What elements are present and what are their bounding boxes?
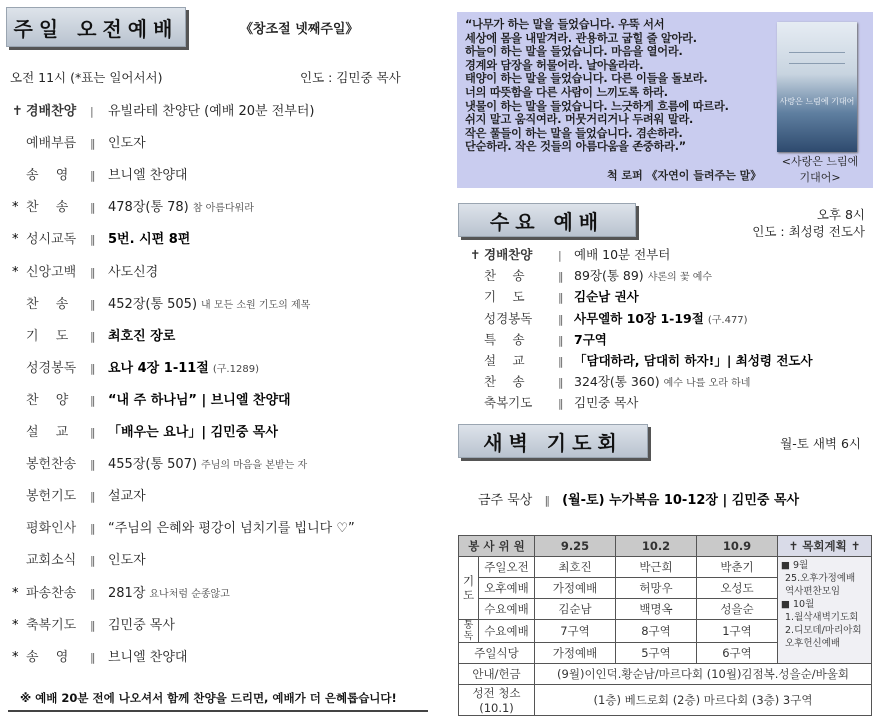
- item-label: 신앙고백: [26, 264, 77, 280]
- guide-label: 안내/헌금: [459, 664, 535, 685]
- item-label: 찬 송: [484, 268, 525, 284]
- row-label: 수요예배: [479, 599, 535, 620]
- item-separator: ‖: [90, 586, 96, 600]
- item-separator: ‖: [90, 265, 96, 279]
- item-label: 송 영: [26, 649, 69, 665]
- poem-line: “나무가 하는 말을 들었습니다. 우뚝 서서: [465, 18, 665, 31]
- item-separator: ‖: [90, 329, 96, 343]
- poem-line: 단순하라. 작은 것들의 아름다움을 존중하라.”: [465, 140, 686, 154]
- item-value: 예배 10분 전부터: [574, 247, 671, 262]
- table-row: [459, 664, 872, 685]
- item-label: 파송찬송: [26, 585, 77, 601]
- order-item: [470, 309, 748, 327]
- order-item: [12, 100, 432, 119]
- clean-label: 성전 청소(10.1): [459, 685, 535, 716]
- item-value: 요나 4장 1-11절: [108, 360, 209, 376]
- dawn-title: 새벽 기도회: [483, 430, 623, 455]
- order-item: [470, 372, 750, 390]
- table-cell: 성을순: [697, 599, 778, 620]
- table-cell: 최호진: [535, 557, 616, 578]
- item-label: 성경봉독: [484, 310, 533, 326]
- poem-line: 경계와 담장을 허물어라. 날아올라라.: [465, 58, 644, 72]
- sunday-subtitle: 《창조절 넷째주일》: [240, 22, 359, 37]
- item-value: 최호진 장로: [108, 328, 176, 344]
- item-separator: ‖: [90, 297, 96, 311]
- item-separator: ‖: [90, 361, 96, 375]
- poem-line: 너의 따뜻함을 다른 사람이 느끼도록 하라.: [465, 85, 668, 99]
- plan-line: 1.월삭새벽기도회: [785, 612, 859, 623]
- plan-line: ■ 10월: [781, 599, 815, 610]
- poem-box: [457, 12, 873, 188]
- item-value: 324장(통 360): [574, 374, 660, 390]
- item-separator: ‖: [558, 291, 564, 305]
- order-item: [470, 330, 607, 348]
- table-cell: 1구역: [697, 620, 778, 643]
- plan-line: 오후헌신예배: [785, 638, 841, 649]
- item-value: 김민중 목사: [574, 395, 639, 411]
- item-label: 기 도: [484, 289, 525, 305]
- order-item: [12, 646, 432, 665]
- sunday-footer-note: ※ 예배 20분 전에 나오셔서 함께 찬양을 드리면, 예배가 더 은혜롭습니다!: [20, 691, 397, 705]
- dawn-time: 월-토 새벽 6시: [780, 436, 861, 451]
- row-label: 주일식당: [459, 643, 535, 664]
- poem-line: 쉬지 말고 움직여라. 머뭇거리거나 두려워 말라.: [465, 113, 694, 127]
- order-item: [12, 453, 432, 472]
- item-separator: ‖: [90, 426, 96, 439]
- item-value: 281장: [108, 585, 146, 601]
- item-value: 김민중 목사: [108, 617, 175, 633]
- order-item: [12, 614, 432, 633]
- table-cell: 6구역: [697, 643, 778, 664]
- item-value: 452장(통 505): [108, 296, 198, 312]
- plan-cell: [778, 557, 872, 664]
- order-item: [12, 421, 432, 440]
- order-item: [12, 582, 432, 601]
- order-item: [470, 393, 638, 411]
- item-label: 찬 송: [26, 200, 69, 216]
- item-label: 축복기도: [484, 395, 533, 411]
- table-cell: 박춘기: [697, 557, 778, 578]
- item-label: 봉헌기도: [26, 489, 77, 505]
- item-separator: ‖: [90, 618, 96, 632]
- item-star: *: [12, 649, 19, 665]
- item-separator: ‖: [90, 169, 96, 183]
- footer-underline: [8, 710, 428, 712]
- item-value: 478장(통 78): [108, 200, 189, 216]
- item-separator: ‖: [90, 522, 96, 536]
- order-item: [12, 228, 432, 247]
- order-item: [470, 351, 813, 369]
- item-label: 송 영: [26, 168, 69, 184]
- item-value: 유빌라테 찬양단 (예배 20분 전부터): [108, 104, 315, 119]
- table-cell: 7구역: [535, 620, 616, 643]
- book-cover-title: 사랑은 느림에 기대어: [779, 97, 855, 106]
- dawn-line-value: (월-토) 누가복음 10-12장 | 김민중 목사: [562, 493, 800, 508]
- table-cell: 백명옥: [616, 599, 697, 620]
- order-item: [12, 357, 432, 376]
- group-gido: 기 도: [459, 557, 479, 620]
- item-label: 교회소식: [26, 553, 77, 569]
- item-label: 찬 송: [26, 296, 69, 312]
- item-separator: ‖: [90, 233, 96, 247]
- item-label: 기 도: [26, 328, 69, 344]
- item-value: 455장(통 507): [108, 457, 198, 473]
- table-cell: 8구역: [616, 620, 697, 643]
- poem-source: 척 로퍼 《자연이 들려주는 말》: [607, 169, 762, 182]
- item-note: 요나처럼 순종않고: [149, 588, 230, 600]
- item-star: ✝: [12, 104, 23, 119]
- order-item: [470, 287, 639, 305]
- item-value: 브니엘 찬양대: [108, 649, 188, 665]
- item-label: 성시교독: [26, 232, 77, 248]
- group-tong: 통 독: [459, 620, 479, 643]
- dawn-title-box: [458, 424, 648, 458]
- order-item: [470, 245, 670, 263]
- order-item: [12, 196, 432, 215]
- item-note: 주님의 마음을 본받는 자: [201, 460, 308, 472]
- item-star: *: [12, 200, 19, 216]
- order-item: [12, 325, 432, 344]
- guide-value: (9월)이인덕.황순남/마르다회 (10월)김점복.성을순/바울회: [535, 664, 872, 685]
- item-star: *: [12, 264, 19, 280]
- item-value: 브니엘 찬양대: [108, 168, 188, 184]
- order-item: [12, 293, 432, 312]
- item-label: 설 교: [484, 353, 525, 368]
- order-item: [12, 485, 432, 504]
- item-label: 성경봉독: [26, 360, 77, 376]
- item-star: ✝: [470, 247, 481, 262]
- item-value: 「배우는 요나」| 김민중 목사: [108, 425, 278, 440]
- item-star: *: [12, 617, 19, 633]
- date-col-3: 10.9: [697, 536, 778, 557]
- table-cell: 오성도: [697, 578, 778, 599]
- clean-value: (1층) 베드로회 (2층) 마르다회 (3층) 3구역: [535, 685, 872, 716]
- item-note: 내 모든 소원 기도의 제목: [201, 299, 311, 311]
- item-separator: ‖: [558, 312, 564, 326]
- sunday-title: 주일 오전예배: [13, 16, 179, 41]
- item-separator: ‖: [90, 458, 96, 472]
- item-label: 평화인사: [26, 521, 77, 537]
- item-separator: ‖: [90, 393, 96, 407]
- poem-text: [465, 18, 775, 154]
- item-separator: ‖: [90, 650, 96, 664]
- item-value: “내 주 하나님” | 브니엘 찬양대: [108, 392, 291, 408]
- order-item: [470, 266, 712, 284]
- item-label: 설 교: [26, 425, 69, 440]
- item-value: 인도자: [108, 136, 146, 152]
- table-cell: 김순남: [535, 599, 616, 620]
- plan-line: 역사편찬모임: [785, 586, 841, 597]
- item-separator: ‖: [558, 376, 564, 390]
- item-value: 설교자: [108, 489, 146, 505]
- item-note: 예수 나를 오라 하네: [663, 378, 751, 390]
- item-value: “주님의 은혜와 평강이 넘치기를 빕니다 ♡”: [108, 521, 355, 537]
- dawn-line-label: 금주 묵상: [478, 493, 533, 508]
- item-separator: ‖: [558, 397, 564, 411]
- item-separator: ‖: [558, 355, 564, 368]
- row-label: 오후예배: [479, 578, 535, 599]
- item-separator: ‖: [90, 137, 96, 151]
- item-value: 사도신경: [108, 264, 159, 280]
- poem-line: 세상에 몸을 내맡겨라. 관용하고 굽힐 줄 알아라.: [465, 31, 697, 45]
- item-value: 인도자: [108, 553, 146, 569]
- order-item: [12, 132, 432, 151]
- table-cell: 가정예배: [535, 578, 616, 599]
- plan-header: ✝ 목회계획 ✝: [778, 536, 872, 557]
- item-label: 찬 양: [26, 392, 69, 408]
- item-label: 특 송: [484, 331, 525, 347]
- table-cell: 박근희: [616, 557, 697, 578]
- poem-line: 하늘이 하는 말을 들었습니다. 마음을 열어라.: [465, 45, 683, 59]
- wednesday-title-box: [458, 203, 636, 237]
- order-item: [12, 517, 432, 536]
- item-value: 「담대하라, 담대히 하자!」| 최성령 전도사: [574, 353, 813, 368]
- item-value: 89장(통 89): [574, 268, 644, 284]
- item-label: 경배찬양: [26, 104, 77, 119]
- table-row: [459, 557, 872, 578]
- item-note: (구.477): [707, 314, 748, 326]
- item-separator: ‖: [90, 490, 96, 504]
- table-cell: 가정예배: [535, 643, 616, 664]
- poem-line: 태양이 하는 말을 들었습니다. 다른 이들을 돌보라.: [465, 72, 708, 86]
- table-cell: 허망우: [616, 578, 697, 599]
- order-item: [12, 164, 432, 183]
- date-col-2: 10.2: [616, 536, 697, 557]
- date-col-1: 9.25: [535, 536, 616, 557]
- wednesday-leader: 인도 : 최성령 전도사: [752, 224, 865, 239]
- item-value: 7구역: [574, 331, 607, 347]
- item-value: 김순남 권사: [574, 289, 639, 305]
- item-separator: ‖: [558, 333, 564, 347]
- wednesday-title: 수요 예배: [489, 209, 605, 234]
- book-caption: <사랑은 느림에 기대어>: [781, 155, 859, 184]
- item-star: *: [12, 585, 19, 601]
- item-separator: |: [90, 105, 94, 118]
- item-separator: |: [558, 249, 562, 262]
- dawn-line: [478, 489, 799, 508]
- plan-line: 25.오후가정예배: [785, 573, 856, 584]
- wednesday-time: 오후 8시: [816, 207, 865, 222]
- sunday-leader: 인도 : 김민중 목사: [300, 70, 401, 85]
- item-value: 5번. 시편 8편: [108, 232, 191, 248]
- plan-line: 2.디모데/마리아회: [785, 625, 862, 636]
- poem-line: 작은 풀들이 하는 말을 들었습니다. 겸손하라.: [465, 126, 683, 140]
- item-separator: ‖: [90, 554, 96, 568]
- item-value: 사무엘하 10장 1-19절: [574, 310, 704, 326]
- item-label: 축복기도: [26, 617, 77, 633]
- item-star: *: [12, 232, 19, 248]
- dawn-line-sep: ‖: [544, 494, 551, 507]
- order-item: [12, 261, 432, 280]
- item-note: 샤론의 꽃 예수: [647, 272, 713, 284]
- plan-line: ■ 9월: [781, 560, 809, 571]
- table-cell: 5구역: [616, 643, 697, 664]
- volunteer-table: [458, 535, 872, 716]
- item-separator: ‖: [90, 201, 96, 215]
- item-label: 봉헌찬송: [26, 457, 77, 473]
- table-row: [459, 685, 872, 716]
- order-item: [12, 549, 432, 568]
- sunday-title-box: [6, 7, 186, 47]
- item-note: 참 아름다워라: [192, 203, 254, 215]
- poem-line: 냇물이 하는 말을 들었습니다. 느긋하게 흐름에 따르라.: [465, 99, 729, 113]
- book-cover-image: [777, 22, 857, 152]
- item-label: 경배찬양: [484, 247, 533, 262]
- volunteer-header: 봉 사 위 원: [459, 536, 535, 557]
- item-label: 찬 송: [484, 374, 525, 390]
- row-label: 수요예배: [479, 620, 535, 643]
- sunday-time: 오전 11시 (*표는 일어서서): [10, 70, 163, 85]
- order-item: [12, 389, 432, 408]
- item-note: (구.1289): [212, 363, 259, 375]
- item-separator: ‖: [558, 270, 564, 284]
- row-label: 주일오전: [479, 557, 535, 578]
- item-label: 예배부름: [26, 136, 77, 152]
